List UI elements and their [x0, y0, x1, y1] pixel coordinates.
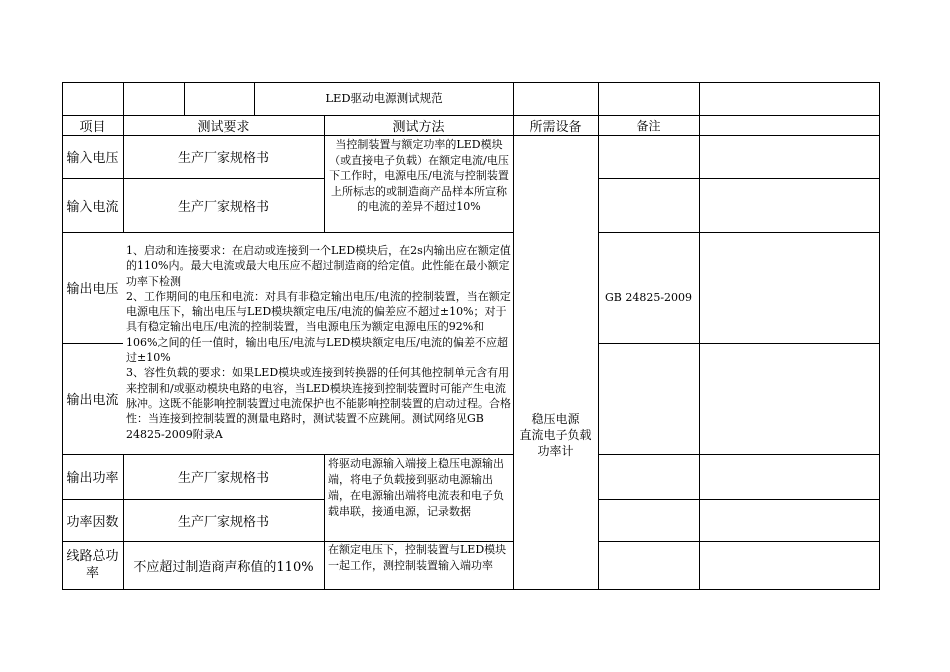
table-rule	[513, 82, 514, 590]
item-power-factor: 功率因数	[66, 514, 119, 530]
table-rule	[62, 343, 123, 344]
requirement-input-voltage: 生产厂家规格书	[177, 151, 269, 166]
method-total-power: 在额定电压下，控制装置与LED模块一起工作，测控制装置输入端功率	[328, 543, 507, 572]
item-total-power: 线路总功 率	[66, 549, 119, 581]
header-item: 项目	[79, 119, 106, 135]
table-rule	[62, 232, 513, 233]
table-rule	[184, 82, 185, 115]
table-rule	[598, 82, 599, 590]
table-rule	[62, 82, 63, 590]
table-rule	[324, 115, 325, 233]
table-rule	[62, 541, 513, 542]
item-input-current: 输入电流	[66, 199, 119, 215]
header-equipment: 所需设备	[529, 119, 582, 135]
header-method: 测试方法	[392, 119, 445, 135]
table-rule	[62, 115, 879, 116]
item-output-voltage: 输出电压	[66, 282, 119, 297]
method-power: 将驱动电源输入端接上稳压电源输出端，将电子负载接到驱动电源输出端，在电源输出端将电流表和电子负载串联，接通电源，记录数据	[328, 457, 504, 518]
table-rule	[699, 82, 700, 590]
table-rule	[879, 82, 880, 590]
table-rule	[62, 589, 879, 590]
remark-standard: GB 24825-2009	[604, 290, 693, 304]
table-rule	[598, 454, 879, 455]
table-rule	[598, 499, 879, 500]
table-rule	[62, 178, 324, 179]
item-output-power: 输出功率	[66, 471, 119, 486]
requirement-input-current: 生产厂家规格书	[177, 199, 269, 215]
table-rule	[598, 178, 879, 179]
header-remark: 备注	[636, 118, 661, 133]
table-rule	[123, 82, 124, 233]
requirement-output-power: 生产厂家规格书	[177, 471, 269, 486]
document-title: LED驱动电源测试规范	[325, 91, 443, 105]
table-rule	[324, 454, 325, 590]
table-rule	[62, 135, 879, 136]
table-rule	[123, 454, 124, 590]
table-rule	[62, 499, 324, 500]
item-output-current: 输出电流	[66, 393, 119, 408]
header-requirement: 测试要求	[197, 119, 250, 135]
table-rule	[598, 343, 879, 344]
table-rule	[254, 82, 255, 115]
requirement-total-power: 不应超过制造商声称值的110%	[133, 559, 314, 575]
table-rule	[62, 454, 513, 455]
method-input: 当控制装置与额定功率的LED模块（或直接电子负载）在额定电流/电压下工作时，电源电压/电流与控制装置上所标志的或制造商产品样本所宣称的电流的差异不超过10%	[329, 138, 509, 213]
table-rule	[598, 232, 879, 233]
item-input-voltage: 输入电压	[66, 151, 119, 166]
equipment-list: 稳压电源 直流电子负载 功率计	[519, 412, 592, 458]
method-output-requirements: 1、启动和连接要求：在启动或连接到一个LED模块后，在2s内输出应在额定值的110%内。最大电流或最大电压应不超过制造商的给定值。此性能在最小额定功率下检测 2、工作期间的电压和电流：对具有非稳定输出电压/电流的控制装置，当在额定电源电压下，输出电压与LED模块额定电压/电流的偏差应不超过±10%；对于具有稳定输出电压/电流的控制装置，当电源电压为额定电源电压的92%和106%之间的任一值时，输出电压/电流与LED模块额定电压/电流的偏差不应超过±10% 3、容性负载的要求：如果LED模块或连接到转换器的任何其他控制单元含有用来控制和/或驱动模块电路的电容，当LED模块连接到控制装置时可能产生电流脉冲。这既不能影响控制装置过电流保护也不能影响控制装置的启动过程。合格性：当连接到控制装置的测量电路时，测试装置不应跳闸。测试网络见GB 24825-2009附录A	[126, 244, 511, 441]
table-rule	[598, 541, 879, 542]
requirement-power-factor: 生产厂家规格书	[177, 514, 269, 530]
